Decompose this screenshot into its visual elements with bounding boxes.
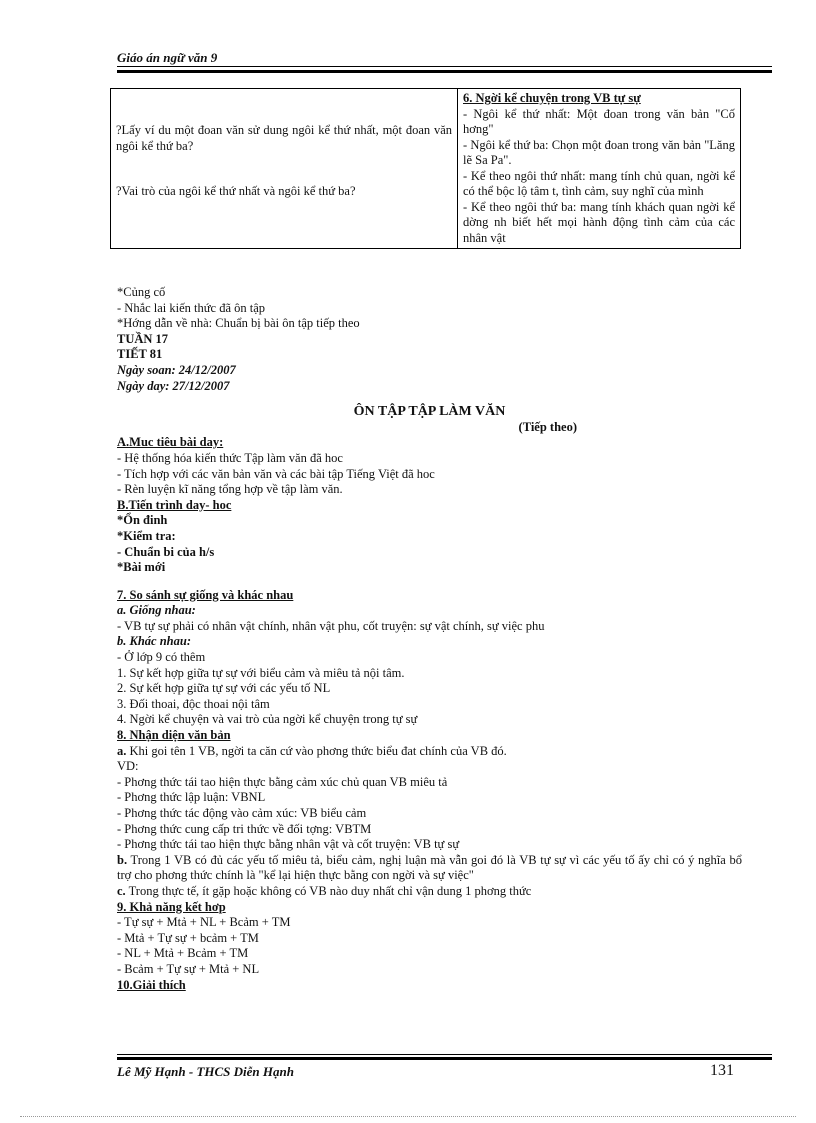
document-body (117, 285, 742, 993)
section-8b-label: b. (117, 852, 128, 867)
section-8a-text: Khi goi tên 1 VB, ngời ta căn cứ vào phơng thức biểu đat chính của VB đó. (129, 743, 507, 758)
section-7-heading: 7. So sánh sự giống và khác nhau (117, 587, 294, 602)
section-7b-item: 4. Ngời kể chuyện và vai trò của ngời kể chuyện trong tự sự (117, 712, 418, 727)
section-8b (117, 853, 742, 884)
answer-item: - Ngôi kể thứ ba: Chọn một đoan trong văn bản "Lăng lẽ Sa Pa". (463, 137, 735, 167)
homework: *Hớng dẫn về nhà: Chuẩn bị bài ôn tập tiếp theo (117, 316, 360, 331)
page-title: ÔN TẬP TẬP LÀM VĂN (353, 404, 506, 420)
page-subtitle: (Tiếp theo) (518, 419, 577, 434)
section-b-heading: B.Tiến trình day- hoc (117, 497, 232, 512)
date-taught: Ngày day: 27/12/2007 (117, 378, 230, 393)
section-8-heading: 8. Nhận diện văn bản (117, 728, 231, 743)
section-a-item: - Hệ thống hóa kiến thức Tập làm văn đã hoc (117, 450, 343, 465)
section-8-item: - Phơng thức tái tao hiện thực bằng nhân vật và cốt truyện: VB tự sự (117, 837, 460, 852)
section-b-item: *Kiểm tra: (117, 528, 176, 543)
consolidate: *Củng cố (117, 285, 166, 299)
header-rule (117, 66, 772, 67)
section-9-item: - NL + Mtả + Bcảm + TM (117, 946, 249, 961)
section-7b-item: 1. Sự kết hợp giữa tự sự với biểu cảm và miêu tả nội tâm. (117, 665, 405, 680)
section-8-item: - Phơng thức tác động vào cảm xúc: VB biểu cảm (117, 806, 367, 820)
answer-item: - Ngôi kể thứ nhất: Một đoan trong văn bản "Cố hơng" (463, 106, 735, 136)
period: TIẾT 81 (117, 347, 163, 362)
header-title: Giáo án ngữ văn 9 (117, 50, 218, 65)
section-9-item: - Tự sự + Mtả + NL + Bcảm + TM (117, 915, 291, 930)
page-number: 131 (710, 1062, 734, 1079)
section-9-item: - Bcảm + Tự sự + Mtả + NL (117, 961, 260, 976)
section-a-item: - Rèn luyện kĩ năng tổng hợp về tập làm văn. (117, 482, 343, 497)
section-8c-text: Trong thực tế, ít gặp hoặc không có VB nào duy nhất chỉ vận dung 1 phơng thức (128, 883, 532, 898)
section-8a-label: a. (117, 743, 127, 758)
header-rule-thick (117, 70, 772, 73)
section-7a-heading: a. Giống nhau: (117, 603, 196, 618)
date-written: Ngày soan: 24/12/2007 (117, 362, 236, 377)
section-8-vd: VD: (117, 759, 139, 774)
section-7b-heading: b. Khác nhau: (117, 634, 191, 649)
section-9-heading: 9. Khả năng kết hơp (117, 899, 226, 914)
section-10-heading: 10.Giải thích (117, 977, 186, 992)
footer-rule (117, 1054, 772, 1055)
answer-cell (458, 89, 741, 249)
page-edge-dotted-line (20, 1116, 796, 1117)
section-7b-item: - Ở lớp 9 có thêm (117, 650, 206, 665)
section-8-item: - Phơng thức cung cấp tri thức về đối tợng: VBTM (117, 821, 372, 836)
answer-item: - Kể theo ngôi thứ nhất: mang tính chủ quan, ngời kể có thể bộc lộ tâm t, tình cảm, suy nghĩ của mình (463, 168, 735, 198)
section-b-item: *Bài mới (117, 560, 166, 575)
section-7a-text: - VB tự sự phải có nhân vật chính, nhân vật phu, cốt truyện: sự vật chính, sự việc phu (117, 618, 545, 633)
week: TUẦN 17 (117, 331, 169, 346)
answer-heading: 6. Ngời kể chuyện trong VB tự sự (463, 91, 641, 105)
question-cell (111, 89, 458, 249)
section-8-item: - Phơng thức tái tao hiện thực bằng cảm xúc chủ quan VB miêu tả (117, 774, 448, 789)
question-1: ?Lấy ví du một đoan văn sử dung ngôi kể thứ nhất, một đoan văn ngôi kể thứ ba? (116, 123, 452, 153)
lesson-table (110, 88, 741, 249)
section-8c (117, 884, 742, 900)
section-8-item: - Phơng thức lập luận: VBNL (117, 790, 266, 805)
section-b-item: *Ổn đinh (117, 513, 168, 528)
answer-item: - Kể theo ngôi thứ ba: mang tính khách quan ngời kể dờng nh biết hết mọi hành động tình cảm của các nhân vật (463, 199, 735, 245)
recall: - Nhắc lai kiến thức đã ôn tập (117, 300, 266, 315)
question-2: ?Vai trò của ngôi kể thứ nhất và ngôi kể thứ ba? (116, 184, 356, 198)
section-b-item: - Chuẩn bi của h/s (117, 544, 215, 559)
footer-rule-thick (117, 1057, 772, 1060)
section-8b-text: Trong 1 VB có đủ các yếu tố miêu tả, biểu cảm, nghị luận mà vẫn goi đó là VB tự sự vì các yếu tố ấy chỉ có ý nghĩa bổ trợ cho phơng thức chính là "kể lại hiện thực bằng con ngời và sự việc" (117, 852, 742, 883)
section-8a (117, 744, 742, 760)
footer-author: Lê Mỹ Hạnh - THCS Diễn Hạnh (117, 1064, 294, 1079)
section-a-item: - Tích hợp với các văn bản văn và các bài tập Tiếng Việt đã hoc (117, 466, 435, 481)
section-9-item: - Mtả + Tự sự + bcảm + TM (117, 930, 259, 945)
section-8c-label: c. (117, 883, 126, 898)
section-7b-item: 3. Đối thoai, độc thoai nội tâm (117, 696, 270, 711)
section-7b-item: 2. Sự kết hợp giữa tự sự với các yếu tố NL (117, 681, 331, 696)
section-a-heading: A.Muc tiêu bài day: (117, 435, 224, 450)
